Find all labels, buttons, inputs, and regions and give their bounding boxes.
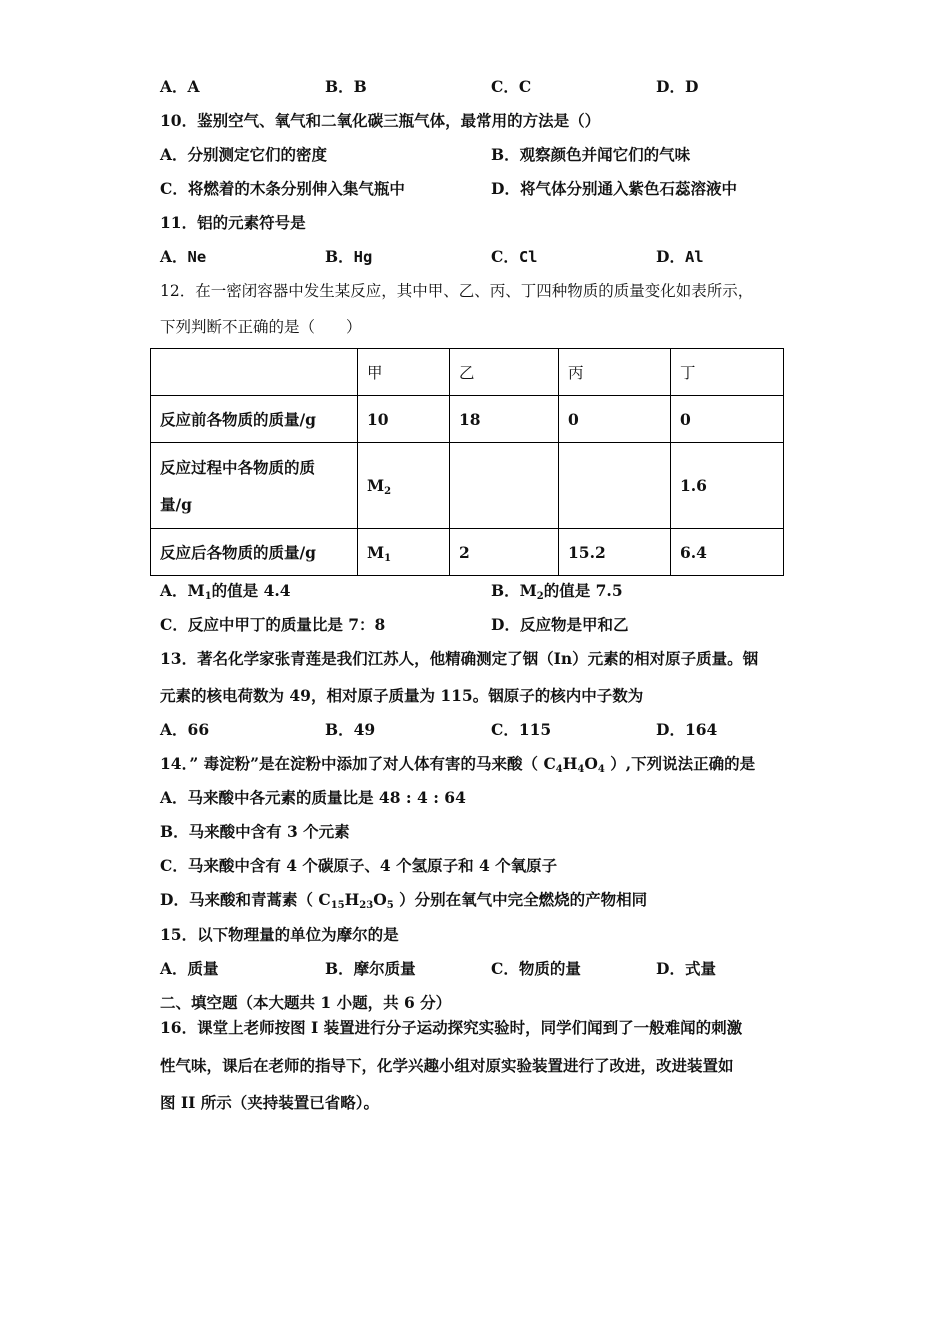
q15-option-a: A．质量 [160, 959, 219, 978]
q14-option-b: B．马来酸中含有 3 个元素 [160, 822, 350, 841]
q16-line2: 性气味，课后在老师的指导下，化学兴趣小组对原实验装置进行了改进，改进装置如 [160, 1056, 734, 1075]
q10-option-d: D．将气体分别通入紫色石蕊溶液中 [491, 179, 737, 198]
table-cell: 反应后各物质的质量/g [151, 529, 358, 576]
q15-option-d: D．式量 [656, 959, 716, 978]
q13-stem-line2: 元素的核电荷数为 49，相对原子质量为 115。铟原子的核内中子数为 [160, 686, 644, 705]
q14-option-c: C．马来酸中含有 4 个碳原子、4 个氢原子和 4 个氧原子 [160, 856, 558, 875]
q10-stem: 10．鉴别空气、氧气和二氧化碳三瓶气体，最常用的方法是（） [160, 111, 601, 130]
q12-option-a: A．M1的值是 4.4 [160, 581, 291, 602]
q12-stem-line2: 下列判断不正确的是（ ） [160, 318, 362, 336]
table-row [151, 443, 784, 529]
q12-option-c: C．反应中甲丁的质量比是 7：8 [160, 615, 386, 634]
q13-option-b: B．49 [325, 720, 376, 739]
table-header-row [151, 349, 784, 396]
q15-option-b: B．摩尔质量 [325, 959, 416, 978]
q16-line3: 图 II 所示（夹持装置已省略）。 [160, 1093, 380, 1112]
table-cell [559, 443, 671, 529]
table-cell [450, 443, 559, 529]
q9-option-a: A．A [160, 77, 200, 96]
q13-option-a: A．66 [160, 720, 210, 739]
section-2-title: 二、填空题（本大题共 1 小题，共 6 分） [160, 993, 452, 1012]
q11-option-b: B．Hg [325, 247, 373, 266]
table-row [151, 396, 784, 443]
q15-option-c: C．物质的量 [491, 959, 581, 978]
q10-option-b: B．观察颜色并闻它们的气味 [491, 145, 691, 164]
table-cell: 0 [671, 396, 784, 443]
table-header-cell: 丙 [559, 349, 671, 396]
table-header-cell: 甲 [358, 349, 450, 396]
q14-stem: 14．” 毒淀粉”是在淀粉中添加了对人体有害的马来酸（ C4H4O4 ）,下列说法正确的是 [160, 754, 756, 775]
q13-option-d: D．164 [656, 720, 718, 739]
q14-option-a: A．马来酸中各元素的质量比是 48 : 4 : 64 [160, 788, 466, 807]
table-cell: 2 [450, 529, 559, 576]
table-cell: 0 [559, 396, 671, 443]
table-cell: 10 [358, 396, 450, 443]
q14-option-d: D．马来酸和青蒿素（ C15H23O5 ）分别在氧气中完全燃烧的产物相同 [160, 890, 648, 911]
table-row [151, 529, 784, 576]
q13-option-c: C．115 [491, 720, 552, 739]
table-header-cell: 丁 [671, 349, 784, 396]
q10-option-c: C．将燃着的木条分别伸入集气瓶中 [160, 179, 405, 198]
table-header-cell [151, 349, 358, 396]
q9-option-b: B．B [325, 77, 367, 96]
table-cell: 15.2 [559, 529, 671, 576]
q12-option-b: B．M2的值是 7.5 [491, 581, 623, 602]
q11-option-d: D．Al [656, 247, 704, 266]
q12-option-d: D．反应物是甲和乙 [491, 615, 629, 634]
q11-option-a: A．Ne [160, 247, 207, 266]
q11-option-c: C．Cl [491, 247, 538, 266]
table-cell: 反应过程中各物质的质 量/g [151, 443, 358, 529]
table-cell: M1 [358, 529, 450, 576]
q15-stem: 15．以下物理量的单位为摩尔的是 [160, 925, 399, 944]
table-cell: 1.6 [671, 443, 784, 529]
table-cell: 反应前各物质的质量/g [151, 396, 358, 443]
q16-line1: 16．课堂上老师按图 I 装置进行分子运动探究实验时，同学们闻到了一般难闻的刺激 [160, 1018, 743, 1037]
q12-stem-line1: 12．在一密闭容器中发生某反应，其中甲、乙、丙、丁四种物质的质量变化如表所示， [160, 282, 754, 300]
q12-mass-table [150, 348, 784, 576]
q11-stem: 11．铝的元素符号是 [160, 213, 306, 232]
q13-stem-line1: 13．著名化学家张青莲是我们江苏人，他精确测定了铟（In）元素的相对原子质量。铟 [160, 649, 759, 668]
q9-option-c: C．C [491, 77, 532, 96]
table-cell: 18 [450, 396, 559, 443]
q10-option-a: A．分别测定它们的密度 [160, 145, 328, 164]
table-header-cell: 乙 [450, 349, 559, 396]
q9-option-d: D．D [656, 77, 699, 96]
table-cell: M2 [358, 443, 450, 529]
table-cell: 6.4 [671, 529, 784, 576]
